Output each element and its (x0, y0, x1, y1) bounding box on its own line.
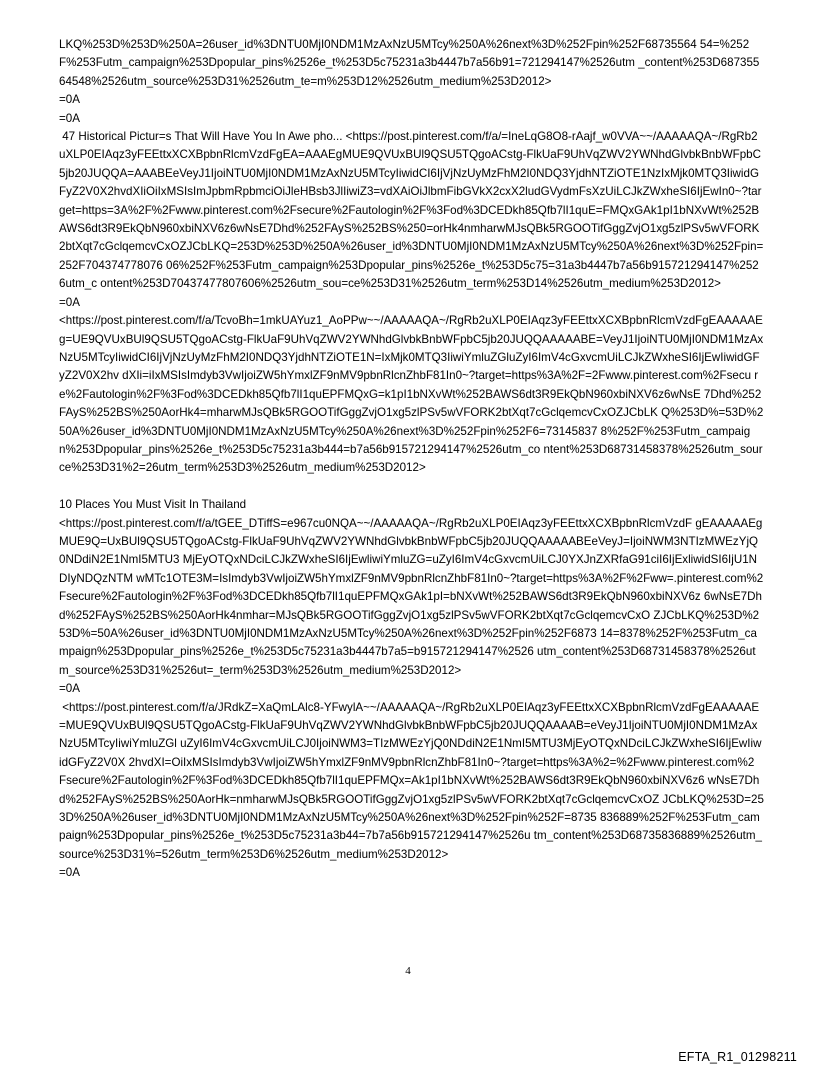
email-text-line: <https://post.pinterest.com/f/a/tGEE_DTiffS=e967cu0NQA~~/AAAAAQA~/RgRb2uXLP0EIAqz3yFEEttxXCXBpbnRlcmVzdF gEAAAAAEgMUE9Q=UxBUl9QSU5TQgoACstg-FlkUaF9UhVqZWV2YWNhdGlvbkBnbWFpbC5jb20JUQQAAAAABEeVeyJ=IjoiNWM3NTIzMWEzYjQ0NDdiN2E1NmI5MTU3 MjEyOTQxNDciLCJkZWxheSI6IjEwliwiYmluZG=uZyI6ImV4cGxvcmUiLCJ0YXJnZXRfaG91ciI6IjExliwidSI6IjU1NDIyNDQzNTM wMTc1OTE3M=IsImdyb3VwIjoiZW5hYmxlZF9nMV9pbnRlcnZhbF81In0~?target=https%3A%2F%2Fww=.pinterest.com%2 Fsecure%2Fautologin%2F%3Fod%3DCEDkh85Qfb7lI1quEPFMQxGAk1pI=bNXvWt%252BAWS6dt3R9EkQbN960xbiNXV6z 6wNsE7Dhd%252FAyS%252BS%250AorHk4nmhar=MJsQBk5RGOOTifGggZvjO1xg5zlPSv5wVFORK2btXqt7cGclqemcvCxO ZJCbLKQ%253D%253D%=50A%26user_id%3DNTU0MjI0NDM1MzAxNzU5MTcy%250A%26next%3D%252Fpin%252F6873 14=8378%252F%253Futm_campaign%253Dpopular_pins%2526e_t%253D5c75231a3b4447b7a5=b915721294147%2526 utm_content%253D68731458378%2526utm_source%253D31%2526ut=_term%253D3%2526utm_medium%253D2012> (59, 516, 767, 677)
email-text-line: =0A (59, 111, 80, 125)
email-heading-line: 10 Places You Must Visit In Thailand (59, 498, 247, 512)
blank-line (59, 478, 764, 496)
email-text-line: =0A (59, 866, 80, 880)
email-text-line: LKQ%253D%253D%250A=26user_id%3DNTU0MjI0NDM1MzAxNzU5MTcy%250A%26next%3D%252Fpin%252F68735564 54=%252F%253Futm_campaign%253Dpopular_pins%2526e_t%253D5c75231a3b4447b7a56b91=721294147%2526utm _content%253D68735564548%2526utm_source%253D31%2526utm_te=m%253D12%2526utm_medium%253D2012> (59, 38, 760, 88)
email-text-line: <https://post.pinterest.com/f/a/TcvoBh=1mkUAYuz1_AoPPw~~/AAAAAQA~/RgRb2uXLP0EIAqz3yFEEttxXCXBpbnRlcmVzdFgEAAAAAEg=UE9QVUxBUl9QSU5TQgoACstg-FlkUaF9UhVqZWV2YWNhdGlvbkBnbWFpbC5jb20JUQQAAAAABE=VeyJ1IjoiNTU0MjI0NDM1MzAxNzU5MTcyIiwidCI6IjVjNzUyMzFhM2I0NDQ3YjdhNTZiOTE1N=IxMjk0MTQ3IiwiYmluZGluZyI6ImV4cGxvcmUiLCJkZWxheSI6IjEwIiwidGFyZ2V0X2hv dXIi=iIxMSIsImdyb3VwIjoiZW5hYmxlZF9nMV9pbnRlcnZhbF81In0~?target=https%3A%2F=2Fwww.pinterest.com%2Fsecu re%2Fautologin%2F%3Fod%3DCEDkh85Qfb7lI1quEPFMQxG=k1pI1bNXvWt%252BAWS6dt3R9EkQbN960xbiNXV6z6wNsE 7Dhd%252FAyS%252BS%250AorHk4=mharwMJsQBk5RGOOTifGggZvjO1xg5zlPSv5wVFORK2btXqt7cGclqemcvCxOZJCbLK Q%253D%=53D%250A%26user_id%3DNTU0MjI0NDM1MzAxNzU5MTcy%250A%26next%3D%252Fpin%252F6=73145837 8%252F%253Futm_campaign%253Dpopular_pins%2526e_t%253D5c75231a3b444=b7a56b915721294147%2526utm_co ntent%253D68731458378%2526utm_source%253D31%2=26utm_term%253D3%2526utm_medium%253D2012> (59, 314, 764, 475)
document-body (59, 36, 767, 883)
bates-number: EFTA_R1_01298211 (678, 1050, 797, 1064)
email-text-line: <https://post.pinterest.com/f/a/JRdkZ=XaQmLAlc8-YFwylA~~/AAAAAQA~/RgRb2uXLP0EIAqz3yFEEttxXCXBpbnRlcmVzdFgEAAAAAE=MUE9QVUxBUl9QSU5TQgoACstg-FlkUaF9UhVqZWV2YWNhdGlvbkBnbWFpbC5jb20JUQQAAAAB=eVeyJ1IjoiNTU0MjI0NDM1MzAxNzU5MTcyIiwiYmluZGl uZyI6ImV4cGxvcmUiLCJ0IjoiNWM3=TIzMWEzYjQ0NDdiN2E1NmI5MTU3MjEyOTQxNDciLCJkZWxheSI6IjEwIiwidGFyZ2V0X 2hvdXI=OiIxMSIsImdyb3VwIjoiZW5hYmxlZF9nMV9pbnRlcnZhbF81In0~?target=https%3A%2=%2Fwww.pinterest.com%2 Fsecure%2Fautologin%2F%3Fod%3DCEDkh85Qfb7lI1quEPFMQx=Ak1pI1bNXvWt%252BAWS6dt3R9EkQbN960xbiNXV6z6 wNsE7Dhd%252FAyS%252BS%250AorHk=nmharwMJsQBk5RGOOTifGggZvjO1xg5zlPSv5wVFORK2btXqt7cGclqemcvCxOZ JCbLKQ%253D=253D%250A%26user_id%3DNTU0MjI0NDM1MzAxNzU5MTcy%250A%26next%3D%252Fpin%252F=8735 836889%252F%253Futm_campaign%253Dpopular_pins%2526e_t%253D5c75231a3b44=7b7a56b915721294147%2526u tm_content%253D68735836889%2526utm_source%253D31%=526utm_term%253D6%2526utm_medium%253D2012> (59, 700, 764, 861)
email-text-line: =0A (59, 295, 80, 309)
email-text-line: 47 Historical Pictur=s That Will Have You In Awe pho... <https://post.pinterest.com/f/a/=IneLqG8O8-rAajf_w0VVA~~/AAAAAQA~/RgRb2uXLP0EIAqz3yFEEttxXCXBpbnRlcmVzdFgEA=AAAEgMUE9QVUxBUl9QSU5TQgoACstg-FlkUaF9UhVqZWV2YWNhdGlvbkBnbWFpbC5jb20JUQQA=AAABEeVeyJ1IjoiNTU0MjI0NDM1MzAxNzU5MTcyIiwidCI6IjVjNzUyMzFhM2I0NDQ3YjdhNTZiOTE1NzIxMjk0MTQ3IiwidGFyZ2V0X2hvdXIiOiIxMSIsImJpbmRpbmciOiJleHBsb3JlIiwiZ3=vdXAiOiJlbmFibGVkX2cxX2ludGVydmFsXzUiLCJkZWxheSI6IjEwIn0~?target=https=3A%2F%2Fwww.pinterest.com%2Fsecure%2Fautologin%2F%3Fod%3DCEDkh85Qfb7lI1quE=FMQxGAk1pI1bNXvWt%252BAWS6dt3R9EkQbN960xbiNXV6z6wNsE7Dhd%252FAyS%252BS%250=orHk4nmharwMJsQBk5RGOOTifGggZvjO1xg5zlPSv5wVFORK2btXqt7cGclqemcvCxOZJCbLKQ=253D%253D%250A%26user_id%3DNTU0MjI0NDM1MzAxNzU5MTcy%250A%26next%3D%252Fpin=252F704374778076 06%252F%253Futm_campaign%253Dpopular_pins%2526e_t%253D5c75=31a3b4447b7a56b915721294147%2526utm_c ontent%253D70437477807606%2526utm_sou=ce%253D31%2526utm_term%253D14%2526utm_medium%253D2012> (59, 130, 764, 291)
email-text-line: =0A (59, 682, 80, 696)
email-text-line: =0A (59, 93, 80, 107)
page-number: 4 (405, 965, 411, 977)
